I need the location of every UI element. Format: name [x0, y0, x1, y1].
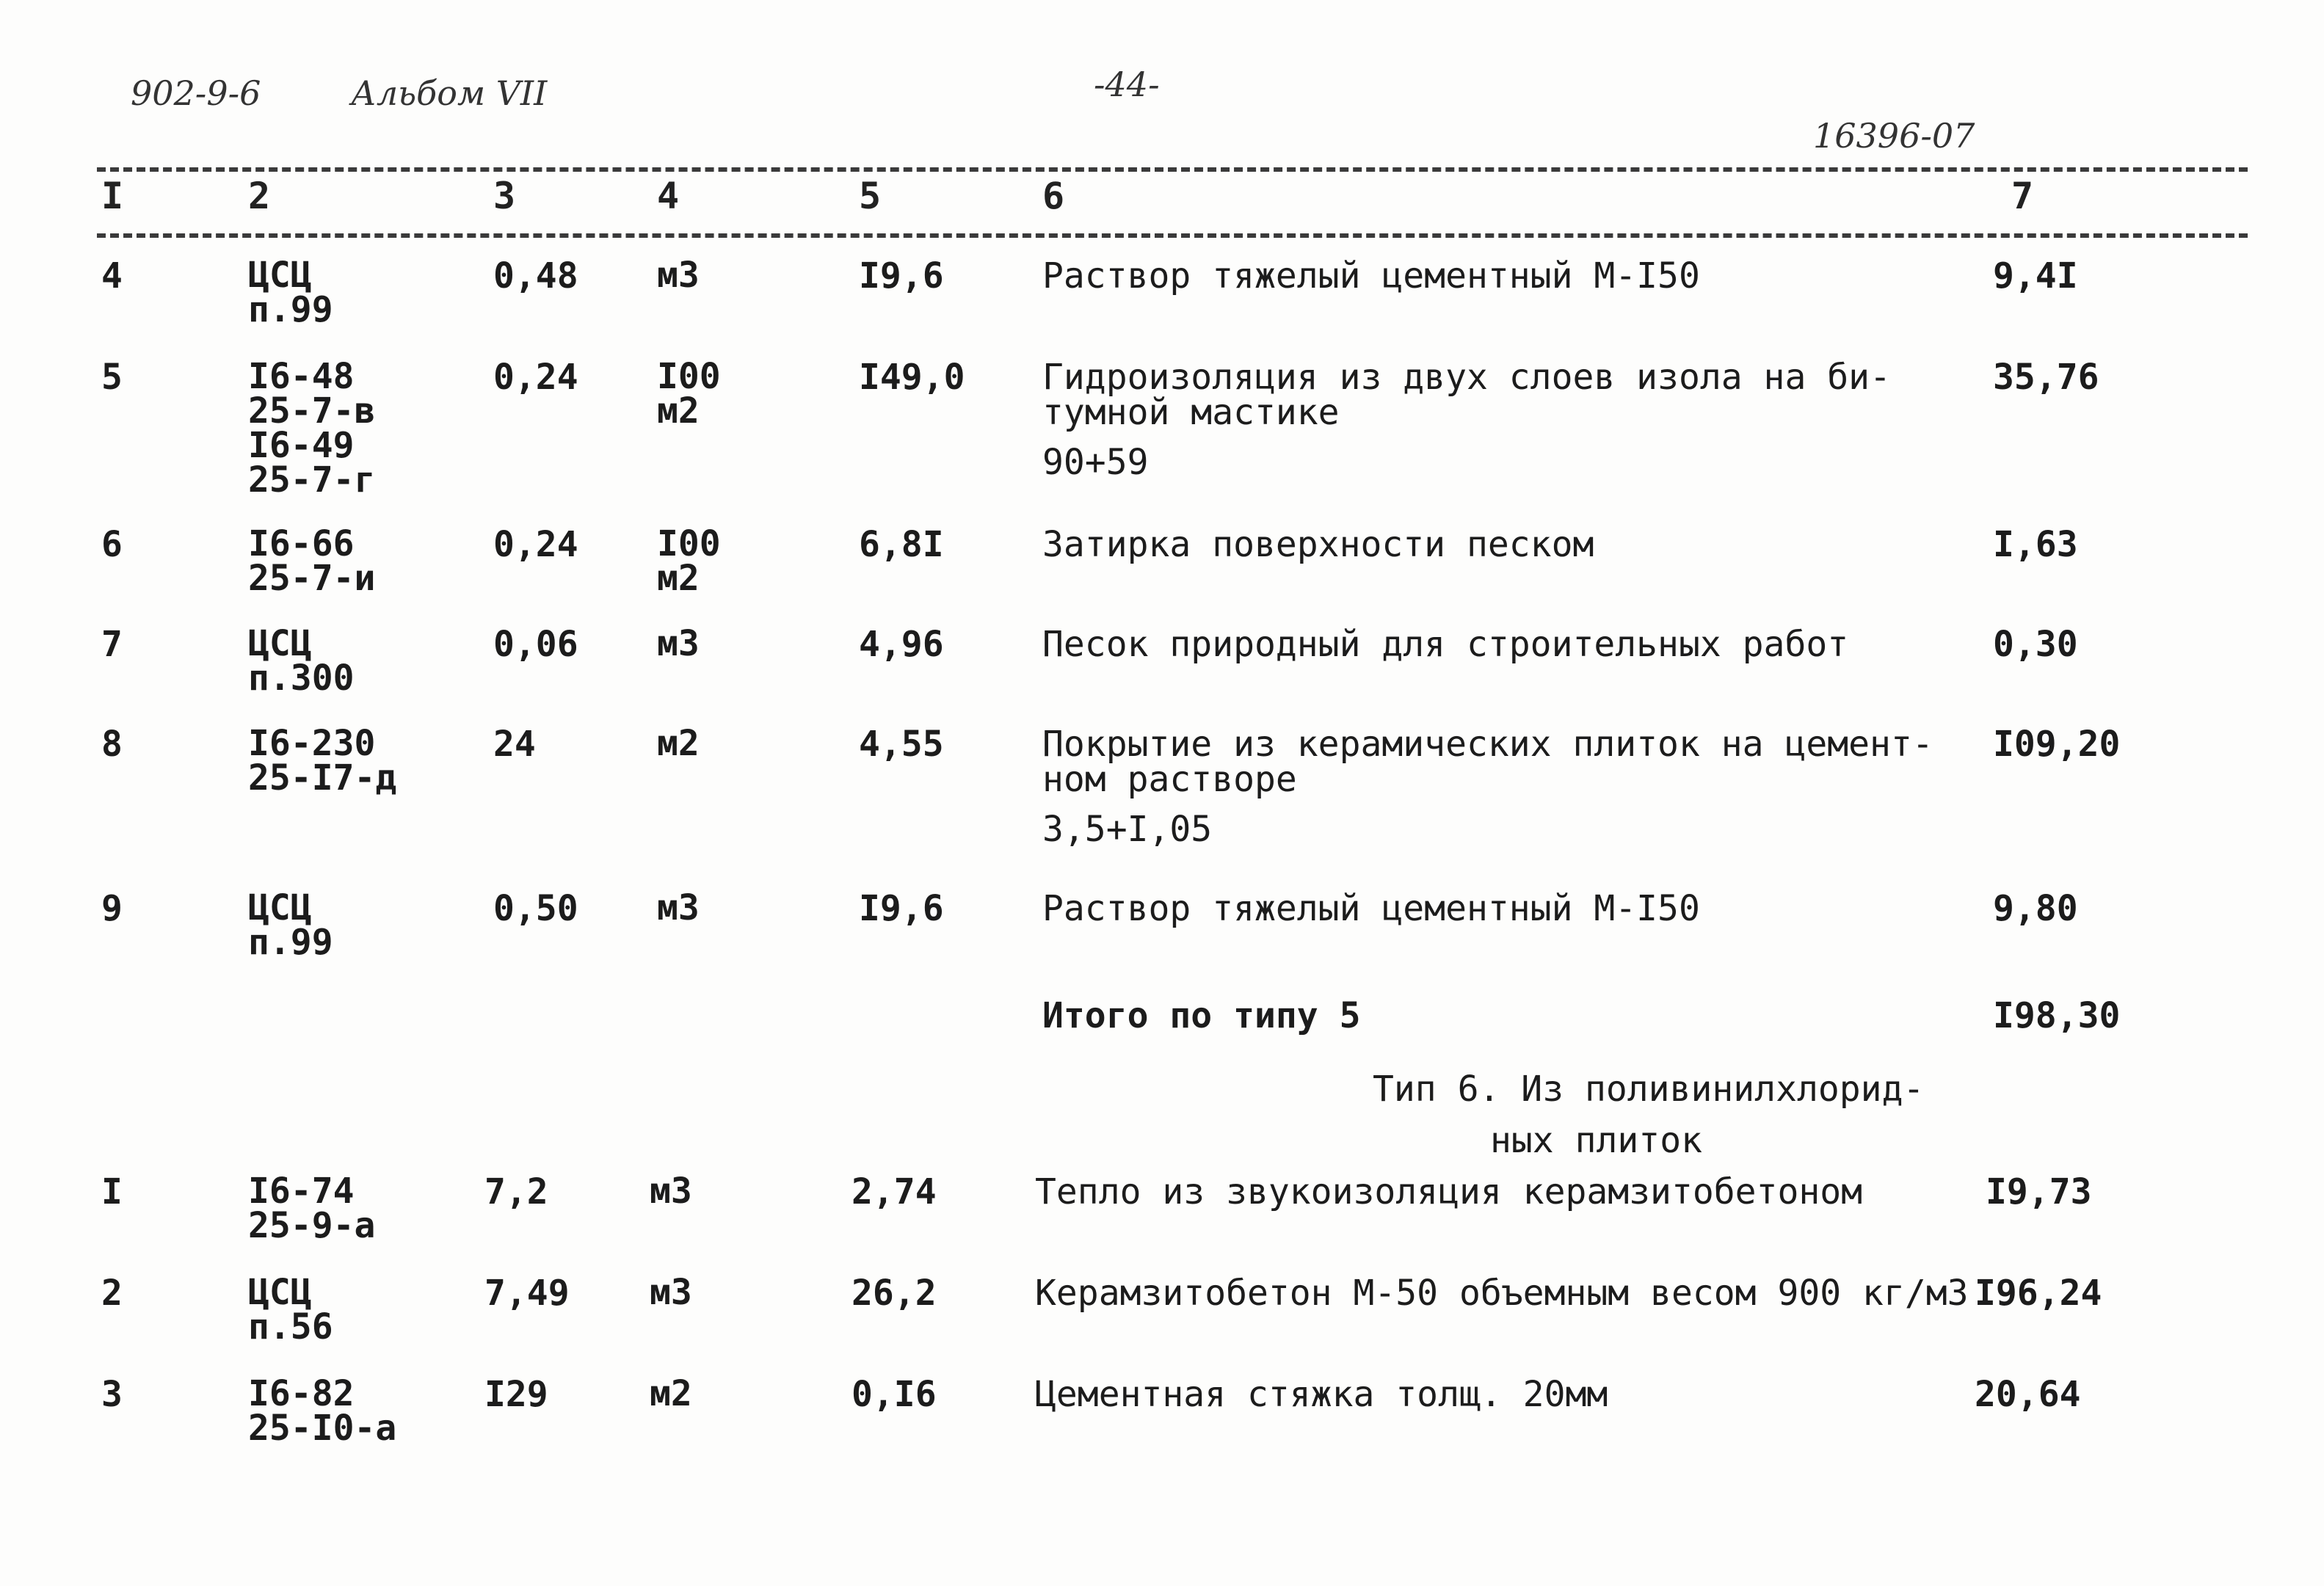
calc-note: 3,5+I,05	[1042, 809, 1213, 850]
row-total: I9,73	[1986, 1171, 2092, 1212]
quantity: 7,2	[484, 1171, 548, 1212]
col-header-7: 7	[2011, 175, 2034, 217]
row-number: I	[101, 1171, 123, 1212]
quantity: 0,06	[493, 624, 578, 665]
row-total: 9,80	[1993, 888, 2078, 929]
quantity: 0,48	[493, 255, 578, 297]
unit: I00 м2	[657, 523, 721, 600]
quantity: 0,24	[493, 357, 578, 398]
row-total: I,63	[1993, 524, 2078, 565]
description: Тепло из звукоизоляция керамзитобетоном	[1035, 1171, 1863, 1212]
unit-price: I49,0	[859, 357, 965, 398]
unit-price: I9,6	[859, 255, 944, 297]
subtotal-value: I98,30	[1993, 995, 2121, 1036]
description: Затирка поверхности песком	[1042, 524, 1594, 565]
quantity: 7,49	[484, 1273, 570, 1314]
description: Цементная стяжка толщ. 20мм	[1035, 1374, 1608, 1415]
row-number: 5	[101, 357, 123, 398]
page-number: -44-	[1094, 65, 1160, 104]
norm-code: ЦСЦ п.99	[248, 255, 333, 331]
unit-price: I9,6	[859, 888, 944, 929]
row-total: 35,76	[1993, 357, 2099, 398]
row-total: 0,30	[1993, 624, 2078, 665]
unit: м3	[650, 1272, 692, 1313]
unit: I00 м2	[657, 356, 721, 432]
unit-price: 4,96	[859, 624, 944, 665]
row-number: 4	[101, 255, 123, 297]
quantity: 24	[493, 724, 536, 765]
quantity: 0,50	[493, 888, 578, 929]
row-total: 9,4I	[1993, 255, 2078, 297]
subtotal-label: Итого по типу 5	[1042, 995, 1361, 1036]
col-header-5: 5	[859, 175, 882, 217]
doc-code: 902-9-6	[131, 73, 261, 113]
description: Раствор тяжелый цементный М-I50	[1042, 255, 1700, 297]
unit-price: 0,I6	[851, 1374, 937, 1415]
description: Песок природный для строительных работ	[1042, 624, 1849, 665]
norm-code: ЦСЦ п.99	[248, 887, 333, 964]
row-total: 20,64	[1975, 1374, 2081, 1415]
description: Покрытие из керамических плиток на цемент- ном растворе 3,5+I,05	[1042, 724, 1933, 850]
row-number: 8	[101, 724, 123, 765]
norm-code: ЦСЦ п.300	[248, 623, 355, 699]
unit-price: 4,55	[859, 724, 944, 765]
norm-code: ЦСЦ п.56	[248, 1272, 333, 1348]
norm-code: I6-66 25-7-и	[248, 523, 376, 600]
header-top-rule	[97, 167, 2248, 172]
col-header-3: 3	[493, 175, 516, 217]
unit: м2	[650, 1373, 692, 1414]
quantity: I29	[484, 1374, 548, 1415]
stamp-number: 16396-07	[1813, 116, 1975, 156]
row-number: 7	[101, 624, 123, 665]
norm-code: I6-48 25-7-в I6-49 25-7-г	[248, 356, 376, 501]
unit: м2	[657, 723, 700, 764]
unit-price: 6,8I	[859, 524, 944, 565]
description: Раствор тяжелый цементный М-I50	[1042, 888, 1700, 929]
norm-code: I6-230 25-I7-д	[248, 723, 397, 799]
col-header-4: 4	[657, 175, 680, 217]
unit-price: 2,74	[851, 1171, 937, 1212]
unit: м3	[657, 255, 700, 296]
unit-price: 26,2	[851, 1273, 937, 1314]
header-bottom-rule	[97, 233, 2248, 238]
calc-note: 90+59	[1042, 442, 1149, 483]
type6-heading: Тип 6. Из поливинилхлорид- ных плиток	[1373, 1069, 1925, 1161]
unit: м3	[657, 623, 700, 664]
col-header-6: 6	[1042, 175, 1065, 217]
row-number: 2	[101, 1273, 123, 1314]
row-total: I96,24	[1975, 1273, 2102, 1314]
col-header-2: 2	[248, 175, 271, 217]
row-number: 6	[101, 524, 123, 565]
description: Керамзитобетон М-50 объемным весом 900 кг/м3	[1035, 1273, 1969, 1314]
row-number: 9	[101, 888, 123, 929]
row-total: I09,20	[1993, 724, 2121, 765]
row-number: 3	[101, 1374, 123, 1415]
quantity: 0,24	[493, 524, 578, 565]
unit: м3	[657, 887, 700, 928]
unit: м3	[650, 1171, 692, 1212]
norm-code: I6-82 25-I0-а	[248, 1373, 397, 1449]
album-label: Альбом VII	[351, 73, 548, 113]
col-header-1: I	[101, 175, 124, 217]
description: Гидроизоляция из двух слоев изола на би- тумной мастике 90+59	[1042, 357, 1891, 483]
norm-code: I6-74 25-9-а	[248, 1171, 376, 1247]
